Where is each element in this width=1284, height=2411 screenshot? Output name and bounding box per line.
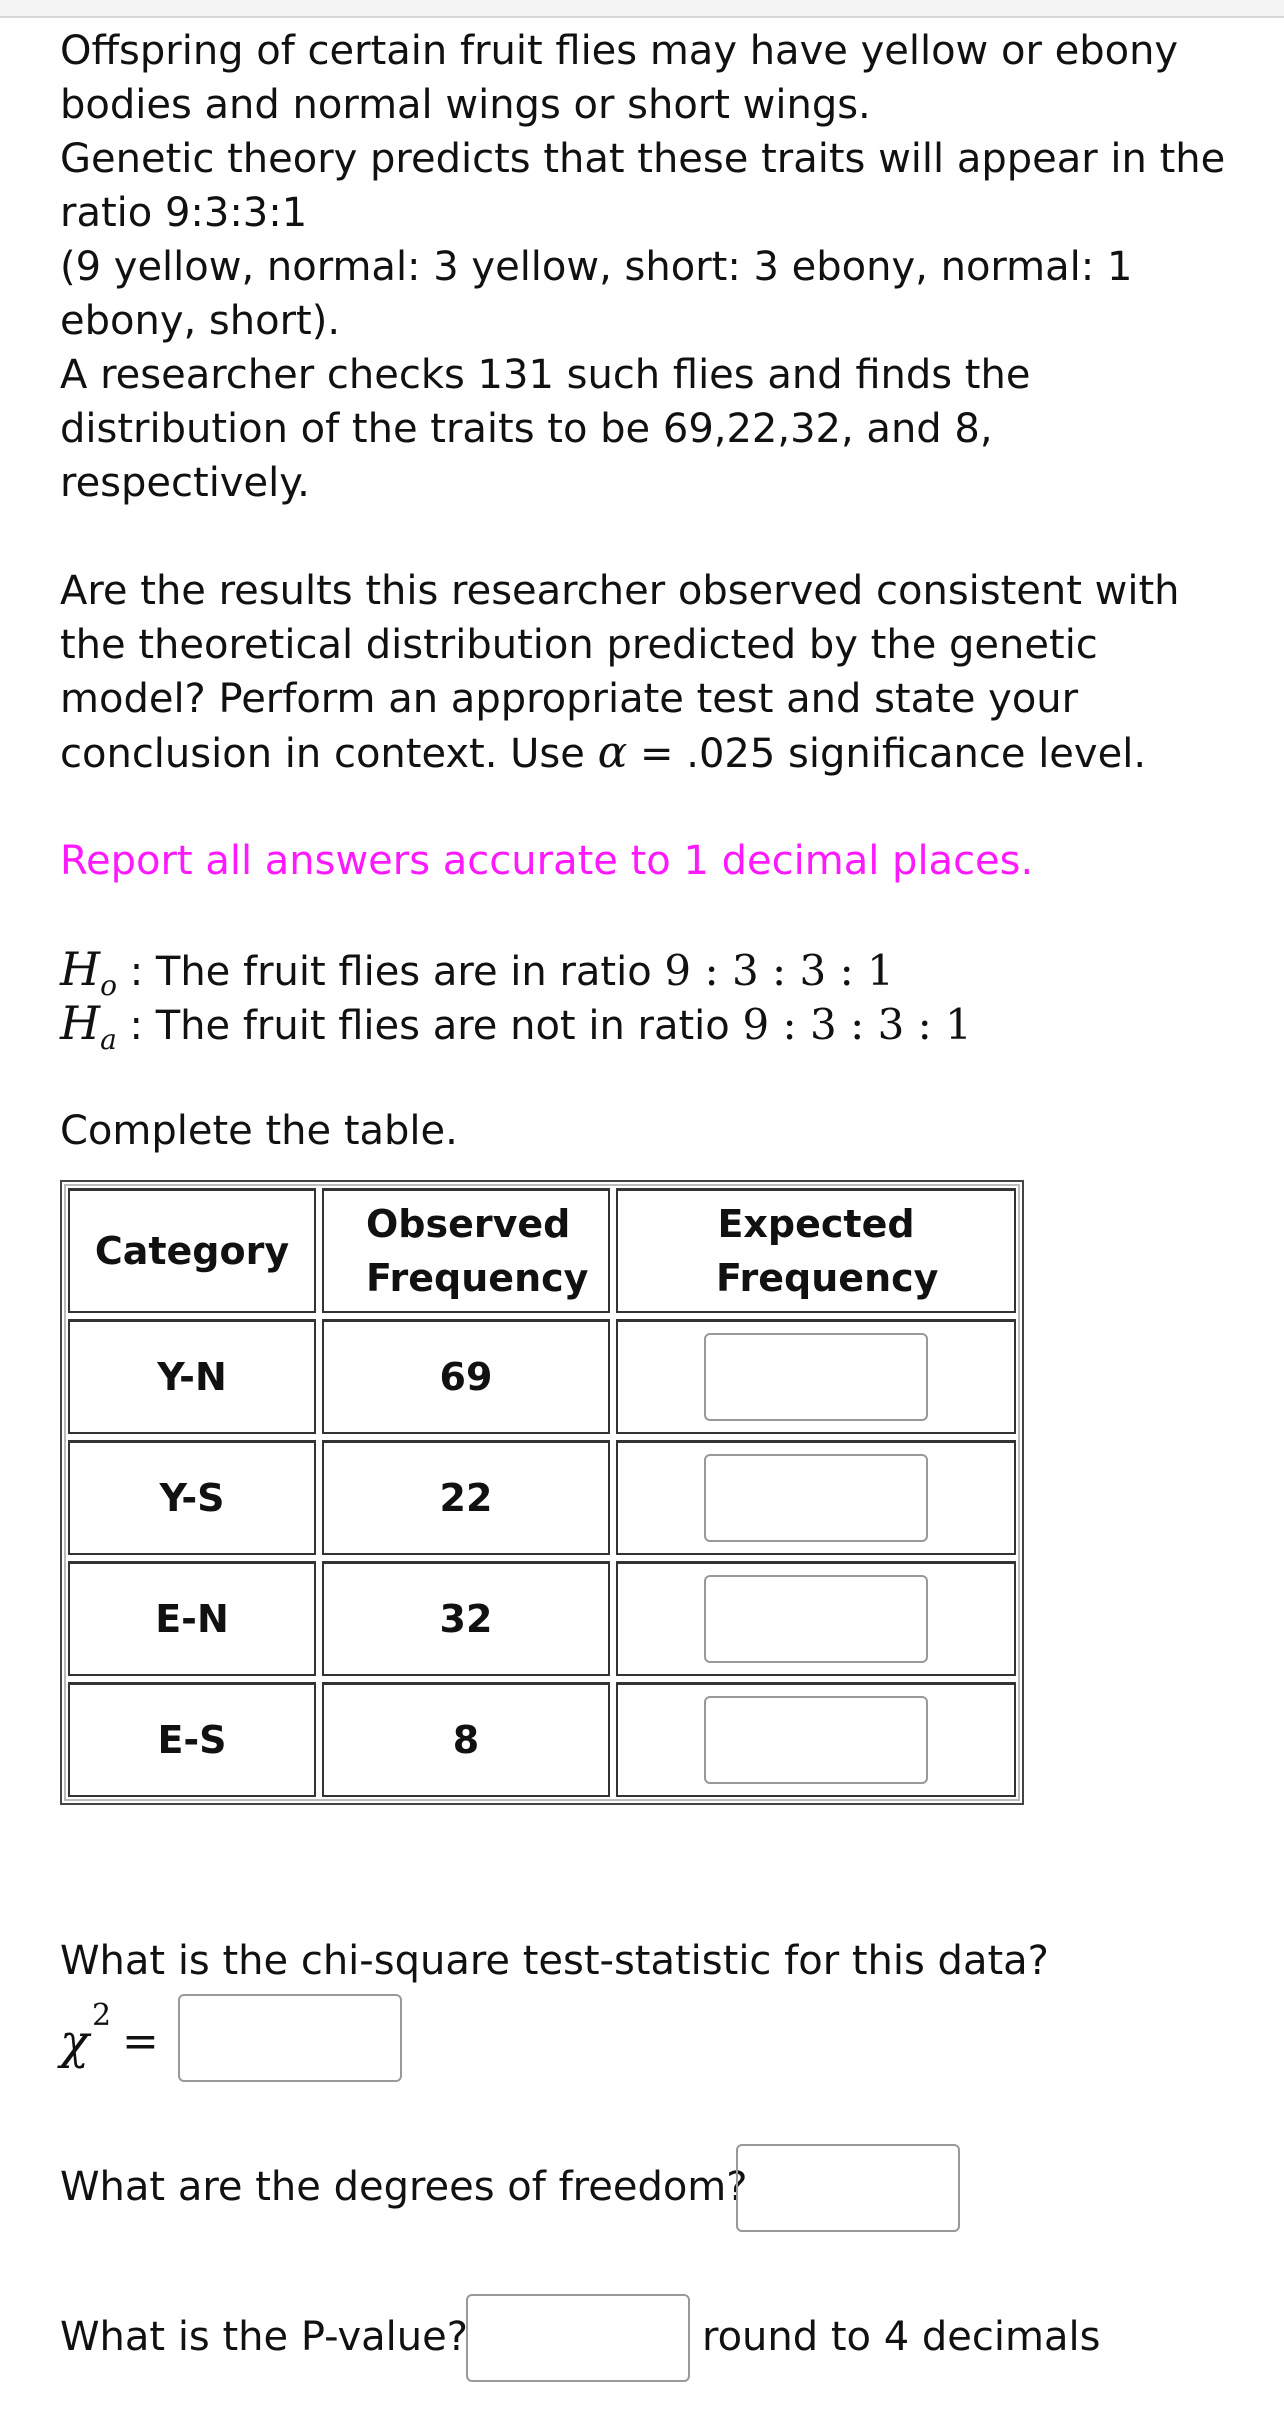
expected-input-en[interactable] (704, 1575, 928, 1663)
observed-cell: 69 (322, 1319, 610, 1434)
chi-square-question: What is the chi-square test-statistic for this data? (60, 1938, 1049, 1984)
degrees-of-freedom-question: What are the degrees of freedom? (60, 2164, 748, 2210)
expected-cell (616, 1682, 1016, 1797)
question-before-alpha: Are the results this researcher observed consistent with the theoretical distribution predicted by the genetic model? Perform an appropriate test and state your conclusion in context. Use (60, 568, 1180, 777)
table-row (68, 1682, 1016, 1797)
p-value-input[interactable] (466, 2294, 690, 2382)
expected-cell (616, 1440, 1016, 1555)
header-expected-label: Expected Frequency (716, 1202, 939, 1300)
problem-intro (60, 24, 1240, 510)
chi-square-input[interactable] (178, 1994, 402, 2082)
frequency-table (60, 1180, 1024, 1805)
header-observed-label: Observed Frequency (366, 1202, 589, 1300)
alternative-hypothesis (60, 996, 972, 1067)
chi-superscript: 2 (92, 1998, 112, 2033)
p-value-question: What is the P-value? (60, 2314, 468, 2360)
ha-symbol: H (60, 996, 101, 1050)
observed-cell: 22 (322, 1440, 610, 1555)
ha-text: : The fruit flies are not in ratio (116, 1003, 743, 1049)
equals-sign: = (122, 2016, 159, 2067)
expected-input-yn[interactable] (704, 1333, 928, 1421)
ha-subscript: a (100, 1023, 117, 1056)
question-text (60, 564, 1240, 781)
intro-line-2: Genetic theory predicts that these traits will appear in the ratio 9:3:3:1 (60, 136, 1226, 236)
table-row (68, 1440, 1016, 1555)
chi-symbol: χ (60, 2014, 90, 2070)
degrees-of-freedom-input[interactable] (736, 2144, 960, 2232)
intro-line-3: (9 yellow, normal: 3 yellow, short: 3 ebony, normal: 1 ebony, short). (60, 244, 1133, 344)
table-row (68, 1561, 1016, 1676)
table-row (68, 1319, 1016, 1434)
expected-cell (616, 1561, 1016, 1676)
category-cell: Y-S (68, 1440, 316, 1555)
observed-cell: 8 (322, 1682, 610, 1797)
expected-input-es[interactable] (704, 1696, 928, 1784)
table-header-row (68, 1188, 1016, 1313)
header-observed (322, 1188, 610, 1313)
h0-ratio: 9 : 3 : 3 : 1 (664, 946, 894, 995)
category-cell: Y-N (68, 1319, 316, 1434)
h0-subscript: o (100, 969, 117, 1002)
observed-cell: 32 (322, 1561, 610, 1676)
category-cell: E-N (68, 1561, 316, 1676)
ha-ratio: 9 : 3 : 3 : 1 (742, 1000, 972, 1049)
intro-line-4: A researcher checks 131 such flies and finds the distribution of the traits to be 69,22,32, and 8, respectively. (60, 352, 1031, 506)
category-cell: E-S (68, 1682, 316, 1797)
table-prompt: Complete the table. (60, 1108, 458, 1154)
header-category: Category (68, 1188, 316, 1313)
rounding-instruction: Report all answers accurate to 1 decimal places. (60, 838, 1034, 884)
intro-line-1: Offspring of certain fruit flies may have yellow or ebony bodies and normal wings or short wings. (60, 28, 1179, 128)
p-value-rounding-note: round to 4 decimals (702, 2314, 1101, 2360)
alpha-symbol: α (597, 727, 628, 778)
expected-input-ys[interactable] (704, 1454, 928, 1542)
header-expected (616, 1188, 1016, 1313)
h0-text: : The fruit flies are in ratio (116, 949, 665, 995)
expected-cell (616, 1319, 1016, 1434)
question-after-alpha: = .025 significance level. (627, 731, 1147, 777)
h0-symbol: H (60, 942, 101, 996)
top-border (0, 0, 1284, 18)
